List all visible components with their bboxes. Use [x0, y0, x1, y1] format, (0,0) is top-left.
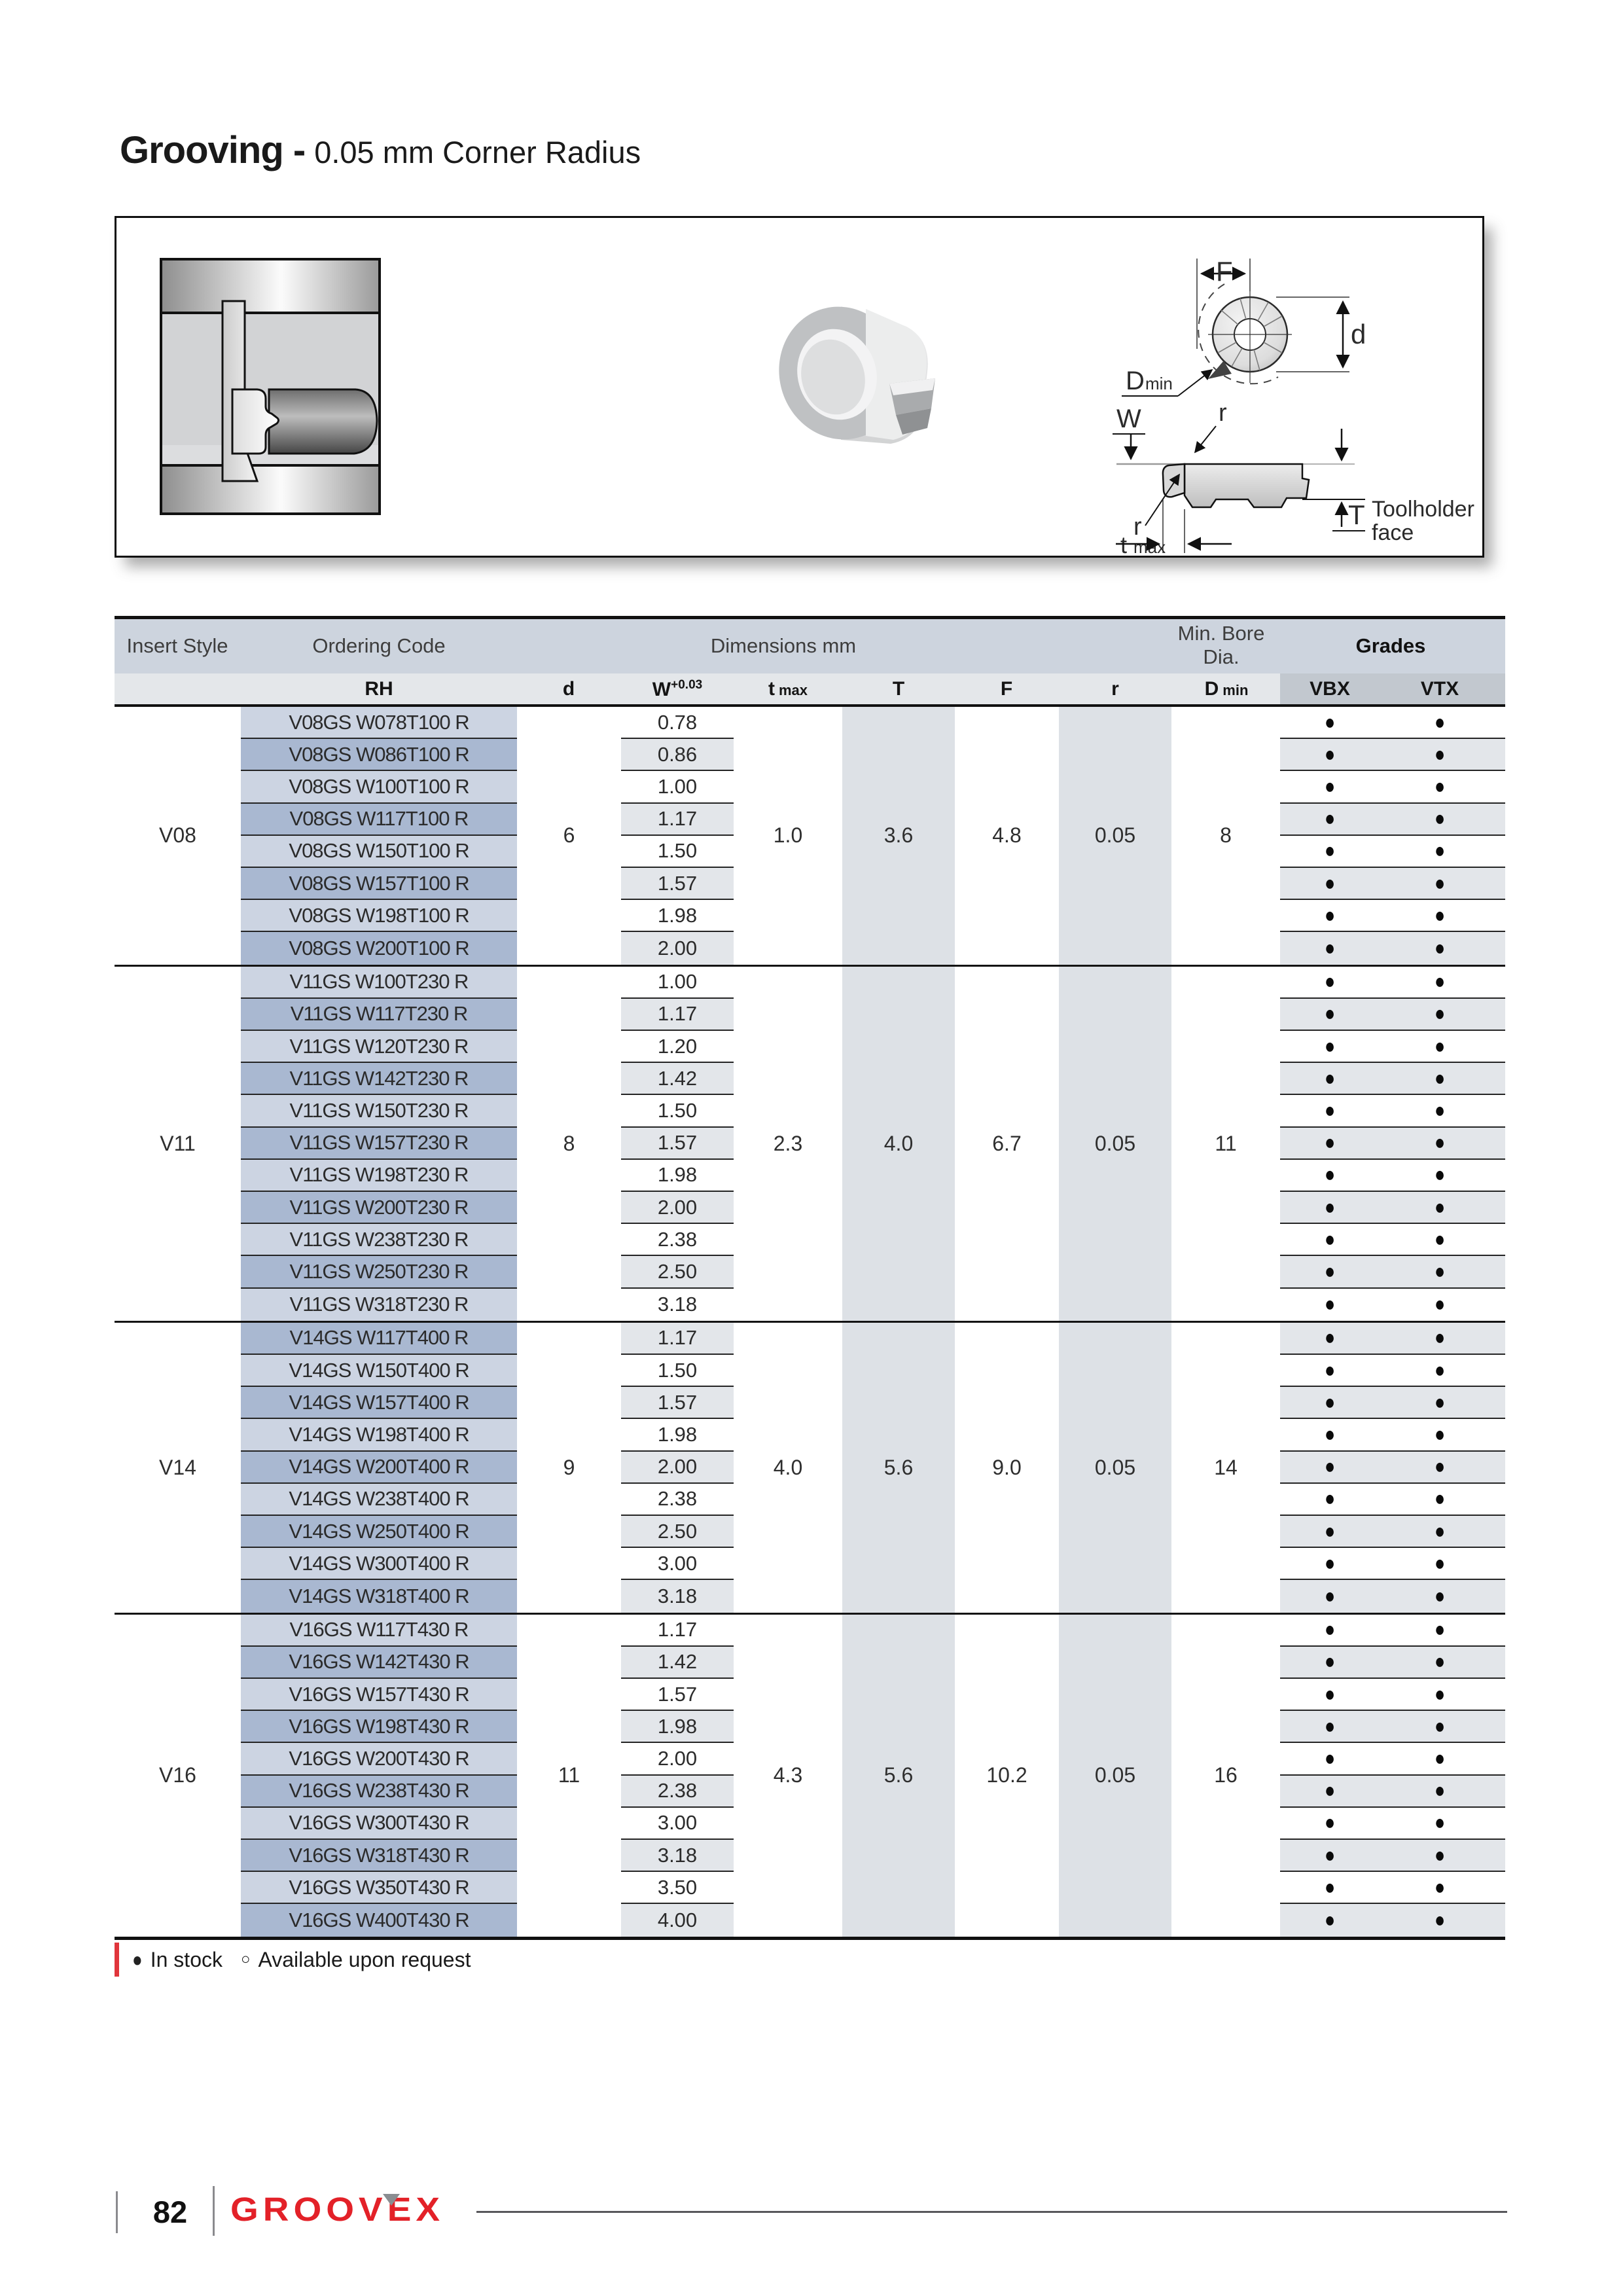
- diagram-panel: [115, 216, 1484, 558]
- ordering-code-cell: V11GS W250T230 R: [241, 1256, 517, 1288]
- vbx-grade-dot: ●: [1324, 969, 1336, 994]
- footer-divider-left: [116, 2191, 118, 2233]
- w-value-cell: 3.00: [621, 1548, 734, 1580]
- ordering-code-cell: V16GS W318T430 R: [241, 1840, 517, 1872]
- vbx-grade-dot: ●: [1324, 1486, 1336, 1511]
- grades-row: [1280, 1776, 1505, 1808]
- F-value-cell: 4.8: [992, 823, 1022, 848]
- w-value-cell: 1.98: [621, 1711, 734, 1743]
- vtx-grade-dot: ●: [1434, 1390, 1446, 1414]
- grades-row: [1280, 999, 1505, 1031]
- w-value-cell: 3.00: [621, 1808, 734, 1840]
- ordering-code-cell: V11GS W117T230 R: [241, 999, 517, 1031]
- vtx-grade-dot: ●: [1434, 1810, 1446, 1835]
- grades-column: [1280, 707, 1505, 965]
- grades-row: [1280, 1256, 1505, 1288]
- table-body: [115, 707, 1505, 1937]
- vbx-grade-dot: ●: [1324, 1033, 1336, 1058]
- subheader-w: $W^{+0.03}$: [652, 677, 703, 700]
- ordering-code-cell: V14GS W238T400 R: [241, 1484, 517, 1516]
- vtx-grade-dot: ●: [1434, 1518, 1446, 1543]
- d-value-cell: 8: [563, 1131, 575, 1155]
- w-value-cell: 1.00: [621, 967, 734, 999]
- table-header: [115, 619, 1505, 673]
- ordering-code-cell: V16GS W117T430 R: [241, 1615, 517, 1647]
- vbx-grade-dot: ●: [1324, 1259, 1336, 1283]
- grades-row: [1280, 1192, 1505, 1224]
- vtx-grade-dot: ●: [1434, 1778, 1446, 1803]
- r-value-cell: 0.05: [1094, 1763, 1136, 1787]
- r-value-cell: 0.05: [1094, 1131, 1136, 1155]
- w-value-cell: 1.50: [621, 1355, 734, 1387]
- w-value-cell: 2.00: [621, 932, 734, 964]
- vtx-grade-dot: ●: [1434, 1130, 1446, 1155]
- grades-row: [1280, 1872, 1505, 1904]
- vtx-grade-dot: ●: [1434, 1486, 1446, 1511]
- w-value-cell: 1.98: [621, 1419, 734, 1451]
- vtx-grade-dot: ●: [1434, 1001, 1446, 1026]
- vtx-grade-dot: ●: [1434, 1649, 1446, 1674]
- insert-style-cell: V14: [159, 1455, 196, 1479]
- ordering-code-cell: V14GS W300T400 R: [241, 1548, 517, 1580]
- ordering-code-cell: V16GS W198T430 R: [241, 1711, 517, 1743]
- vbx-grade-dot: ●: [1324, 903, 1336, 927]
- T-value-cell: 3.6: [883, 823, 914, 848]
- insert-3d-image: [768, 287, 938, 463]
- w-value-cell: 2.50: [621, 1256, 734, 1288]
- ordering-code-cell: V08GS W150T100 R: [241, 836, 517, 868]
- grades-row: [1280, 1548, 1505, 1580]
- vtx-grade-dot: ●: [1434, 742, 1446, 766]
- vbx-grade-dot: ●: [1324, 1681, 1336, 1706]
- vbx-grade-dot: ●: [1324, 1875, 1336, 1899]
- ordering-code-cell: V11GS W238T230 R: [241, 1224, 517, 1256]
- w-value-cell: 1.17: [621, 1615, 734, 1647]
- vtx-grade-dot: ●: [1434, 1617, 1446, 1641]
- dim-tmax-sub: max: [1133, 537, 1166, 554]
- ordering-code-cell: V08GS W078T100 R: [241, 707, 517, 739]
- vtx-grade-dot: ●: [1434, 1842, 1446, 1867]
- vtx-grade-dot: ●: [1434, 1584, 1446, 1608]
- vbx-grade-dot: ●: [1324, 1292, 1336, 1316]
- dmin-value-cell: 14: [1214, 1455, 1238, 1479]
- vbx-grade-dot: ●: [1324, 936, 1336, 960]
- vtx-grade-dot: ●: [1434, 838, 1446, 863]
- w-value-cell: 1.98: [621, 900, 734, 932]
- grades-row: [1280, 1743, 1505, 1775]
- w-column: [621, 1615, 734, 1937]
- vbx-grade-dot: ●: [1324, 1584, 1336, 1608]
- header-grades: Grades: [1355, 634, 1426, 657]
- w-value-cell: 3.50: [621, 1872, 734, 1904]
- F-value-cell: 9.0: [992, 1455, 1022, 1479]
- grades-row: [1280, 900, 1505, 932]
- dim-d-label: d: [1351, 319, 1366, 350]
- r-value-cell: 0.05: [1094, 823, 1136, 848]
- ordering-code-cell: V08GS W200T100 R: [241, 932, 517, 964]
- insert-group-v16: [115, 1613, 1505, 1937]
- w-value-cell: 2.38: [621, 1484, 734, 1516]
- ordering-code-cell: V08GS W198T100 R: [241, 900, 517, 932]
- grades-column: [1280, 1615, 1505, 1937]
- in-stock-dot-icon: ●: [132, 1947, 143, 1971]
- dim-Dmin-sub: min: [1145, 374, 1173, 393]
- grades-row: [1280, 1419, 1505, 1451]
- dimension-drawing: [1080, 218, 1482, 554]
- w-value-cell: 2.00: [621, 1743, 734, 1775]
- ordering-code-cell: V11GS W200T230 R: [241, 1192, 517, 1224]
- subheader-r: r: [1111, 677, 1119, 700]
- vtx-grade-dot: ●: [1434, 774, 1446, 798]
- T-value-cell: 5.6: [883, 1455, 914, 1479]
- page-number: 82: [152, 2195, 188, 2229]
- w-value-cell: 1.17: [621, 999, 734, 1031]
- grades-row: [1280, 1031, 1505, 1063]
- w-column: [621, 707, 734, 965]
- ordering-code-cell: V11GS W150T230 R: [241, 1095, 517, 1127]
- grades-row: [1280, 967, 1505, 999]
- footer-divider-right: [213, 2186, 215, 2236]
- w-value-cell: 3.18: [657, 1293, 698, 1316]
- vtx-grade-dot: ●: [1434, 1422, 1446, 1446]
- grades-row: [1280, 1808, 1505, 1840]
- dim-F-label: F: [1216, 256, 1233, 287]
- dim-tmax-t: t: [1120, 531, 1128, 554]
- ordering-code-column: [241, 1323, 517, 1613]
- w-value-cell: 3.18: [621, 1840, 734, 1872]
- vtx-grade-dot: ●: [1434, 1292, 1446, 1316]
- vbx-grade-dot: ●: [1324, 838, 1336, 863]
- header-ordering-code: Ordering Code: [312, 634, 446, 657]
- F-value-cell: 6.7: [992, 1131, 1022, 1155]
- vtx-grade-dot: ●: [1434, 1066, 1446, 1090]
- dim-T-label: T: [1348, 499, 1365, 530]
- header-min-bore: Min. Bore Dia.: [1177, 621, 1265, 668]
- vtx-grade-dot: ●: [1434, 1681, 1446, 1706]
- ordering-code-cell: V14GS W157T400 R: [241, 1387, 517, 1419]
- table-bottom-border: [115, 1937, 1505, 1940]
- w-column: [621, 967, 734, 1321]
- grades-row: [1280, 771, 1505, 803]
- w-value-cell: 0.86: [621, 739, 734, 771]
- subheader-tmax: t max: [768, 677, 808, 700]
- insert-table: [115, 616, 1505, 1940]
- vtx-grade-dot: ●: [1434, 969, 1446, 994]
- vbx-grade-dot: ●: [1324, 1422, 1336, 1446]
- grades-row: [1280, 1289, 1505, 1321]
- ordering-code-cell: V14GS W150T400 R: [241, 1355, 517, 1387]
- grades-row: [1280, 1904, 1505, 1936]
- tmax-value-cell: 4.0: [773, 1455, 803, 1479]
- table-subheader: [115, 673, 1505, 704]
- dmin-value-cell: 8: [1220, 823, 1232, 848]
- w-value-cell: 2.00: [621, 1452, 734, 1484]
- vtx-grade-dot: ●: [1434, 1714, 1446, 1738]
- grades-column: [1280, 1323, 1505, 1613]
- ordering-code-cell: V11GS W120T230 R: [241, 1031, 517, 1063]
- insert-style-cell: V08: [159, 823, 196, 848]
- ordering-code-cell: V11GS W142T230 R: [241, 1063, 517, 1095]
- ordering-code-cell: V14GS W198T400 R: [241, 1419, 517, 1451]
- ordering-code-cell: V14GS W250T400 R: [241, 1516, 517, 1548]
- available-circle-icon: ○: [240, 1950, 251, 1968]
- page-title-subtitle: 0.05 mm Corner Radius: [314, 135, 641, 170]
- w-value-cell: 2.00: [621, 1192, 734, 1224]
- vbx-grade-dot: ●: [1324, 871, 1336, 895]
- dmin-value-cell: 16: [1214, 1763, 1238, 1787]
- ordering-code-column: [241, 707, 517, 965]
- grades-column: [1280, 967, 1505, 1321]
- vtx-grade-dot: ●: [1434, 1357, 1446, 1382]
- dim-Dmin-label: D: [1126, 367, 1145, 395]
- vbx-grade-dot: ●: [1324, 1098, 1336, 1122]
- T-value-cell: 5.6: [883, 1763, 914, 1787]
- w-value-cell: 4.00: [621, 1904, 734, 1936]
- grades-row: [1280, 1580, 1505, 1612]
- ordering-code-cell: V14GS W117T400 R: [241, 1323, 517, 1355]
- logo-triangle-icon: [383, 2194, 400, 2206]
- vtx-grade-dot: ●: [1434, 1908, 1446, 1932]
- vbx-grade-dot: ●: [1324, 1649, 1336, 1674]
- ordering-code-column: [241, 1615, 517, 1937]
- tmax-value-cell: 1.0: [773, 823, 803, 848]
- ordering-code-cell: V11GS W198T230 R: [241, 1160, 517, 1192]
- w-value-cell: 2.50: [621, 1516, 734, 1548]
- vbx-grade-dot: ●: [1324, 1357, 1336, 1382]
- vtx-grade-dot: ●: [1434, 903, 1446, 927]
- grades-row: [1280, 1323, 1505, 1355]
- vbx-grade-dot: ●: [1324, 1227, 1336, 1251]
- subheader-d: d: [562, 677, 575, 700]
- d-value-cell: 11: [558, 1763, 580, 1787]
- grades-row: [1280, 707, 1505, 739]
- footer-rule: [476, 2211, 1507, 2213]
- vtx-grade-dot: ●: [1434, 1875, 1446, 1899]
- w-value-cell: 1.00: [621, 771, 734, 803]
- vtx-grade-dot: ●: [1434, 1033, 1446, 1058]
- vtx-grade-dot: ●: [1434, 806, 1446, 831]
- w-value-cell: 1.98: [621, 1160, 734, 1192]
- w-value-cell: 0.78: [621, 707, 734, 739]
- vtx-grade-dot: ●: [1434, 1325, 1446, 1350]
- legend-red-bar: [115, 1943, 119, 1977]
- ordering-code-cell: V16GS W238T430 R: [241, 1776, 517, 1808]
- grades-row: [1280, 1355, 1505, 1387]
- ordering-code-cell: V16GS W350T430 R: [241, 1872, 517, 1904]
- insert-group-v14: [115, 1321, 1505, 1613]
- subheader-rh: RH: [365, 677, 393, 700]
- vtx-grade-dot: ●: [1434, 1098, 1446, 1122]
- grades-row: [1280, 1160, 1505, 1192]
- available-label: Available upon request: [258, 1947, 471, 1971]
- w-value-cell: 1.57: [621, 1128, 734, 1160]
- r-value-cell: 0.05: [1094, 1455, 1136, 1479]
- toolholder-face-line1: Toolholder: [1372, 497, 1474, 522]
- toolholder-face-line2: face: [1372, 520, 1414, 545]
- subheader-dmin: D min: [1204, 677, 1249, 700]
- subheader-F: F: [1000, 677, 1013, 700]
- vbx-grade-dot: ●: [1324, 1390, 1336, 1414]
- w-value-cell: 1.17: [621, 1323, 734, 1355]
- grades-row: [1280, 1484, 1505, 1516]
- subheader-vtx: VTX: [1420, 677, 1459, 700]
- grades-row: [1280, 1128, 1505, 1160]
- stock-legend: [115, 1943, 471, 1977]
- grades-row: [1280, 1452, 1505, 1484]
- vbx-grade-dot: ●: [1324, 1130, 1336, 1155]
- T-value-cell: 4.0: [883, 1131, 914, 1155]
- ordering-code-cell: V14GS W200T400 R: [241, 1452, 517, 1484]
- w-value-cell: 2.38: [621, 1224, 734, 1256]
- vbx-grade-dot: ●: [1324, 1714, 1336, 1738]
- vbx-grade-dot: ●: [1324, 1454, 1336, 1479]
- dim-r-bottom-label: r: [1133, 513, 1142, 541]
- vbx-grade-dot: ●: [1324, 1001, 1336, 1026]
- ordering-code-cell: V16GS W157T430 R: [241, 1679, 517, 1711]
- vbx-grade-dot: ●: [1324, 1778, 1336, 1803]
- header-dimensions: Dimensions mm: [710, 634, 857, 657]
- vbx-grade-dot: ●: [1324, 1066, 1336, 1090]
- vbx-grade-dot: ●: [1324, 1162, 1336, 1187]
- vtx-grade-dot: ●: [1434, 1454, 1446, 1479]
- ordering-code-cell: V11GS W157T230 R: [241, 1128, 517, 1160]
- ordering-code-column: [241, 967, 517, 1321]
- vtx-grade-dot: ●: [1434, 936, 1446, 960]
- w-value-cell: 3.18: [621, 1580, 734, 1612]
- grades-row: [1280, 1615, 1505, 1647]
- vbx-grade-dot: ●: [1324, 1195, 1336, 1219]
- vbx-grade-dot: ●: [1324, 774, 1336, 798]
- ordering-code-cell: V16GS W400T430 R: [241, 1904, 517, 1936]
- ordering-code-cell: V08GS W157T100 R: [241, 868, 517, 900]
- vbx-grade-dot: ●: [1324, 806, 1336, 831]
- page-title: [120, 128, 641, 172]
- d-value-cell: 6: [563, 823, 575, 848]
- grades-row: [1280, 804, 1505, 836]
- subheader-vbx: VBX: [1310, 677, 1350, 700]
- page-title-bold: Grooving -: [120, 129, 306, 171]
- w-value-cell: 1.42: [621, 1647, 734, 1679]
- vbx-grade-dot: ●: [1324, 1551, 1336, 1575]
- ordering-code-cell: V16GS W142T430 R: [241, 1647, 517, 1679]
- w-value-cell: 1.57: [621, 868, 734, 900]
- insert-style-cell: V11: [160, 1131, 196, 1155]
- vtx-grade-dot: ●: [1434, 1551, 1446, 1575]
- grades-row: [1280, 739, 1505, 771]
- cross-section-illustration: [159, 257, 382, 516]
- d-value-cell: 9: [563, 1455, 575, 1479]
- vbx-grade-dot: ●: [1324, 1746, 1336, 1770]
- dim-r-top-label: r: [1219, 399, 1227, 427]
- tmax-value-cell: 4.3: [773, 1763, 803, 1787]
- ordering-code-cell: V11GS W100T230 R: [241, 967, 517, 999]
- vbx-grade-dot: ●: [1324, 1842, 1336, 1867]
- grades-row: [1280, 1711, 1505, 1743]
- vbx-grade-dot: ●: [1324, 1810, 1336, 1835]
- grades-row: [1280, 1516, 1505, 1548]
- w-value-cell: 1.17: [621, 804, 734, 836]
- vbx-grade-dot: ●: [1324, 1518, 1336, 1543]
- w-value-cell: 2.38: [621, 1776, 734, 1808]
- ordering-code-cell: V16GS W300T430 R: [241, 1808, 517, 1840]
- ordering-code-cell: V08GS W117T100 R: [241, 804, 517, 836]
- grades-row: [1280, 1647, 1505, 1679]
- vbx-grade-dot: ●: [1324, 1908, 1336, 1932]
- ordering-code-cell: V08GS W100T100 R: [241, 771, 517, 803]
- w-value-cell: 1.50: [621, 1095, 734, 1127]
- vbx-grade-dot: ●: [1324, 1325, 1336, 1350]
- ordering-code-cell: V16GS W200T430 R: [241, 1743, 517, 1775]
- vtx-grade-dot: ●: [1434, 1227, 1446, 1251]
- grades-row: [1280, 1063, 1505, 1095]
- vbx-grade-dot: ●: [1324, 709, 1336, 734]
- grades-row: [1280, 1679, 1505, 1711]
- grades-row: [1280, 1095, 1505, 1127]
- vtx-grade-dot: ●: [1434, 871, 1446, 895]
- grades-row: [1280, 868, 1505, 900]
- w-value-cell: 1.20: [621, 1031, 734, 1063]
- w-value-cell: 1.50: [621, 836, 734, 868]
- grades-row: [1280, 1840, 1505, 1872]
- grades-row: [1280, 1387, 1505, 1419]
- F-value-cell: 10.2: [986, 1763, 1027, 1787]
- insert-style-cell: V16: [159, 1763, 196, 1787]
- vtx-grade-dot: ●: [1434, 1746, 1446, 1770]
- insert-group-v11: [115, 965, 1505, 1321]
- vtx-grade-dot: ●: [1434, 1162, 1446, 1187]
- in-stock-label: In stock: [150, 1947, 223, 1971]
- header-insert-style: Insert Style: [126, 634, 228, 657]
- tmax-value-cell: 2.3: [773, 1131, 803, 1155]
- vbx-grade-dot: ●: [1324, 1617, 1336, 1641]
- dim-W-label: W: [1116, 404, 1141, 433]
- ordering-code-cell: V11GS W318T230 R: [241, 1289, 517, 1321]
- vtx-grade-dot: ●: [1434, 1195, 1446, 1219]
- dmin-value-cell: 11: [1215, 1131, 1237, 1155]
- vbx-grade-dot: ●: [1324, 742, 1336, 766]
- w-value-cell: 1.42: [621, 1063, 734, 1095]
- grades-row: [1280, 1224, 1505, 1256]
- subheader-T: T: [892, 677, 905, 700]
- insert-group-v08: [115, 707, 1505, 965]
- vtx-grade-dot: ●: [1434, 709, 1446, 734]
- groovex-logo: GROOVEX: [230, 2190, 445, 2228]
- ordering-code-cell: V08GS W086T100 R: [241, 739, 517, 771]
- grades-row: [1280, 836, 1505, 868]
- ordering-code-cell: V14GS W318T400 R: [241, 1580, 517, 1612]
- grades-row: [1280, 932, 1505, 964]
- w-column: [621, 1323, 734, 1613]
- w-value-cell: 1.57: [621, 1387, 734, 1419]
- w-value-cell: 1.57: [621, 1679, 734, 1711]
- vtx-grade-dot: ●: [1434, 1259, 1446, 1283]
